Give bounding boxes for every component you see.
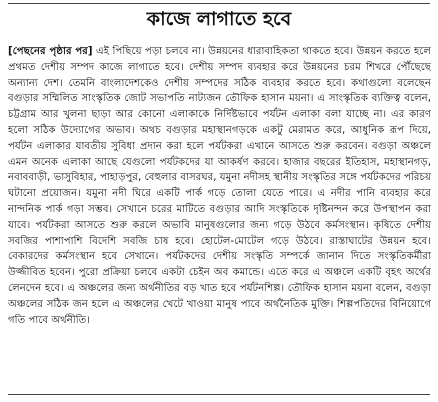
article-headline: কাজে লাগাতে হবে xyxy=(146,8,292,30)
article-body xyxy=(8,44,431,392)
article-body-text: এই পিছিয়ে পড়া চলবে না। উন্নয়নের ধারাবাহিকতা থাকতে হবে। উন্নয়ন করতে হলে প্রথমত দেশীয় সম্পদ কাজে লাগাতে হবে। দেশীয় সম্পদ ব্যবহার করে উন্নয়নের চরম শিখরে পৌঁছেছে অন্যান্য দেশ। তেমনি বাংলাদেশকেও দেশীয় সম্পদের সঠিক ব্যবহার করতে হবে। কথাগুলো বলেছেন বগুড়ার সম্মিলিত সাংস্কৃতিক জোট সভাপতি নাট্যজন তৌফিক হাসান ময়না। এ সাংস্কৃতিক ব্যক্তিত্ব বলেন, চট্টগ্রাম আর খুলনা ছাড়া আর কোনো এলাকাকে নির্দিষ্টভাবে পর্যটন এলাকা বলা যাচ্ছে না। এর কারণ হলো সঠিক উদ্যোগের অভাব। অথচ বগুড়ার মহাস্থানগড়কে একটু মেরামত করে, আধুনিক রূপ দিয়ে, পর্যটন এলাকার যাবতীয় সুবিধা প্রদান করা হলে পর্যটকরা এখানে আসতে শুরু করবেন। বগুড়া অঞ্চলে এমন অনেক এলাকা আছে যেগুলো পর্যটকদের যা আকর্ষণ করবে। হাজার বছরের ইতিহাস, মহাস্থানগড়, নবাববাড়ী, ভাসুবিহার, পাহাড়পুর, বেহুলার বাসরঘর, যমুনা নদীসহ স্থানীয় সংস্কৃতির সঙ্গে পর্যটকদের পরিচয় ঘটানো প্রয়োজন। যমুনা নদী ঘিরে একটি পার্ক গড়ে তোলা যেতে পারে। এ নদীর পানি ব্যবহার করে নান্দনিক পার্ক গড়া সম্ভব। সেখানে চরের মাটিতে বগুড়ার আদি সংস্কৃতিকে দৃষ্টিনন্দন করে উপস্থাপন করা যাবে। পর্যটকরা আসতে শুরু করলে অভাবি মানুষগুলোর জন্য গড়ে উঠবে কর্মসংস্থান। কৃষিতে দেশীয় সবজির পাশাপাশি বিদেশি সবজি চাষ হবে। হোটেল-মোটেল গড়ে উঠবে। রাস্তাঘাটের উন্নয়ন হবে। বেকারদের কর্মসংস্থান হবে সেখানে। পর্যটকদের দেশীয় সংস্কৃতি সম্পর্কে জানান দিতে সংস্কৃতিকর্মীরা উজ্জীবিত হবেন। পুরো প্রক্রিয়া চলবে একটা চেইন অব কমান্ডে। এতে করে এ অঞ্চলে একটি বৃহৎ অর্থের লেনদেন হবে। এ অঞ্চলের জন্য অর্থনীতির বড় খাত হবে পর্যটনশিল্প। তৌফিক হাসান ময়না বলেন, বগুড়া অঞ্চলের সঠিক জন হলে এ অঞ্চলের খেটে খাওয়া মানুষ পাবে অর্থনৈতিক মুক্তি। শিল্পপতিদের বিনিয়োগে গতি পাবে অর্থনীতি। xyxy=(8,46,431,326)
continuation-label: [পেছনের পৃষ্ঠার পর] xyxy=(8,46,93,57)
bottom-rule xyxy=(8,394,430,395)
top-rule xyxy=(8,3,430,4)
